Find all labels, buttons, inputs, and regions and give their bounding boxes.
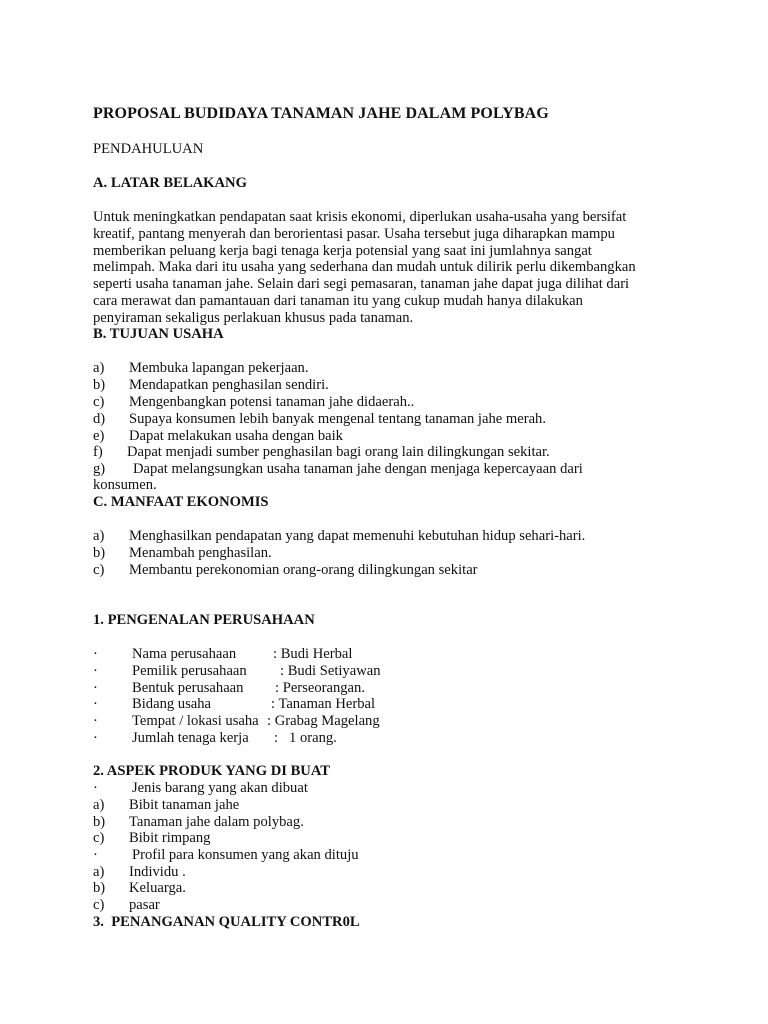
info-value: : Tanaman Herbal bbox=[271, 696, 376, 712]
paragraph-line: memberikan peluang kerja bagi tenaga kerja potensial yang saat ini jumlahnya sangat bbox=[93, 242, 592, 259]
list-text: Tanaman jahe dalam polybag. bbox=[129, 814, 304, 830]
info-value: : Budi Setiyawan bbox=[280, 663, 381, 679]
list-text: Membantu perekonomian orang-orang dilingkungan sekitar bbox=[129, 562, 478, 578]
list-text: Dapat melangsungkan usaha tanaman jahe dengan menjaga kepercayaan dari bbox=[133, 461, 583, 477]
bullet: · bbox=[93, 780, 98, 796]
paragraph-line: kreatif, pantang menyerah dan berorientasi pasar. Usaha tersebut juga diharapkan mampu bbox=[93, 225, 615, 242]
list-continuation: konsumen. bbox=[93, 477, 157, 493]
paragraph-line: Untuk meningkatkan pendapatan saat krisis ekonomi, diperlukan usaha-usaha yang bersifat bbox=[93, 209, 627, 225]
document-title: PROPOSAL BUDIDAYA TANAMAN JAHE DALAM POLYBAG bbox=[93, 105, 549, 122]
list-marker: c) bbox=[93, 394, 105, 410]
section-2-heading: 2. ASPEK PRODUK YANG DI BUAT bbox=[93, 763, 331, 779]
bullet: · bbox=[93, 646, 98, 662]
info-label: Bidang usaha bbox=[132, 696, 212, 712]
info-label: Nama perusahaan bbox=[132, 646, 237, 662]
list-text: pasar bbox=[129, 897, 160, 913]
info-label: Pemilik perusahaan bbox=[132, 663, 247, 679]
info-value: : 1 orang. bbox=[274, 730, 337, 746]
info-value: : Budi Herbal bbox=[273, 646, 353, 662]
bullet: · bbox=[93, 680, 98, 696]
bullet: · bbox=[93, 663, 98, 679]
list-text: Dapat menjadi sumber penghasilan bagi orang lain dilingkungan sekitar. bbox=[127, 444, 550, 460]
info-label: Jumlah tenaga kerja bbox=[132, 730, 249, 746]
list-marker: f) bbox=[93, 444, 103, 460]
list-marker: e) bbox=[93, 428, 105, 444]
section-1-heading: 1. PENGENALAN PERUSAHAAN bbox=[93, 612, 315, 628]
list-text: Menambah penghasilan. bbox=[129, 545, 272, 561]
list-text: Dapat melakukan usaha dengan baik bbox=[129, 428, 343, 444]
section-c-heading: C. MANFAAT EKONOMIS bbox=[93, 494, 269, 510]
list-text: Keluarga. bbox=[129, 880, 186, 896]
bullet: · bbox=[93, 713, 98, 729]
list-text: Bibit rimpang bbox=[129, 830, 211, 846]
list-text: Bibit tanaman jahe bbox=[129, 797, 240, 813]
group-label: Profil para konsumen yang akan dituju bbox=[132, 847, 359, 863]
paragraph-line: cara merawat dan pamantauan dari tanaman itu yang cukup mudah hanya dilakukan bbox=[93, 292, 583, 309]
list-text: Membuka lapangan pekerjaan. bbox=[129, 360, 309, 376]
bullet: · bbox=[93, 696, 98, 712]
section-a-paragraph bbox=[93, 209, 683, 327]
list-marker: g) bbox=[93, 461, 106, 477]
list-marker: c) bbox=[93, 897, 105, 913]
list-text: Mengenbangkan potensi tanaman jahe didaerah.. bbox=[129, 394, 415, 410]
list-marker: a) bbox=[93, 528, 105, 544]
intro-label: PENDAHULUAN bbox=[93, 141, 204, 157]
info-value: : Grabag Magelang bbox=[267, 713, 380, 729]
list-marker: b) bbox=[93, 880, 106, 896]
section-3-heading: 3. PENANGANAN QUALITY CONTR0L bbox=[93, 914, 360, 930]
bullet: · bbox=[93, 730, 98, 746]
paragraph-line: penyiraman sekaligus perlakuan khusus pada tanaman. bbox=[93, 309, 414, 326]
list-marker: a) bbox=[93, 797, 105, 813]
list-marker: b) bbox=[93, 814, 106, 830]
group-label: Jenis barang yang akan dibuat bbox=[132, 780, 308, 796]
paragraph-line: seperti usaha tanaman jahe. Selain dari segi pemasaran, tanaman jahe dapat juga dilihat dari bbox=[93, 276, 630, 293]
bullet: · bbox=[93, 847, 98, 863]
list-text: Mendapatkan penghasilan sendiri. bbox=[129, 377, 329, 393]
info-label: Bentuk perusahaan bbox=[132, 680, 244, 696]
list-marker: a) bbox=[93, 360, 105, 376]
list-marker: a) bbox=[93, 864, 105, 880]
section-b-heading: B. TUJUAN USAHA bbox=[93, 326, 224, 342]
info-label: Tempat / lokasi usaha bbox=[132, 713, 259, 729]
list-marker: c) bbox=[93, 830, 105, 846]
info-value: : Perseorangan. bbox=[275, 680, 365, 696]
list-marker: c) bbox=[93, 562, 105, 578]
paragraph-line: melimpah. Maka dari itu usaha yang sederhana dan mudah untuk dilirik perlu dikembangkan bbox=[93, 259, 636, 276]
list-marker: b) bbox=[93, 377, 106, 393]
section-a-heading: A. LATAR BELAKANG bbox=[93, 175, 247, 191]
list-marker: b) bbox=[93, 545, 106, 561]
list-text: Menghasilkan pendapatan yang dapat memenuhi kebutuhan hidup sehari-hari. bbox=[129, 528, 586, 544]
list-text: Individu . bbox=[129, 864, 186, 880]
list-text: Supaya konsumen lebih banyak mengenal tentang tanaman jahe merah. bbox=[129, 411, 546, 427]
list-marker: d) bbox=[93, 411, 106, 427]
